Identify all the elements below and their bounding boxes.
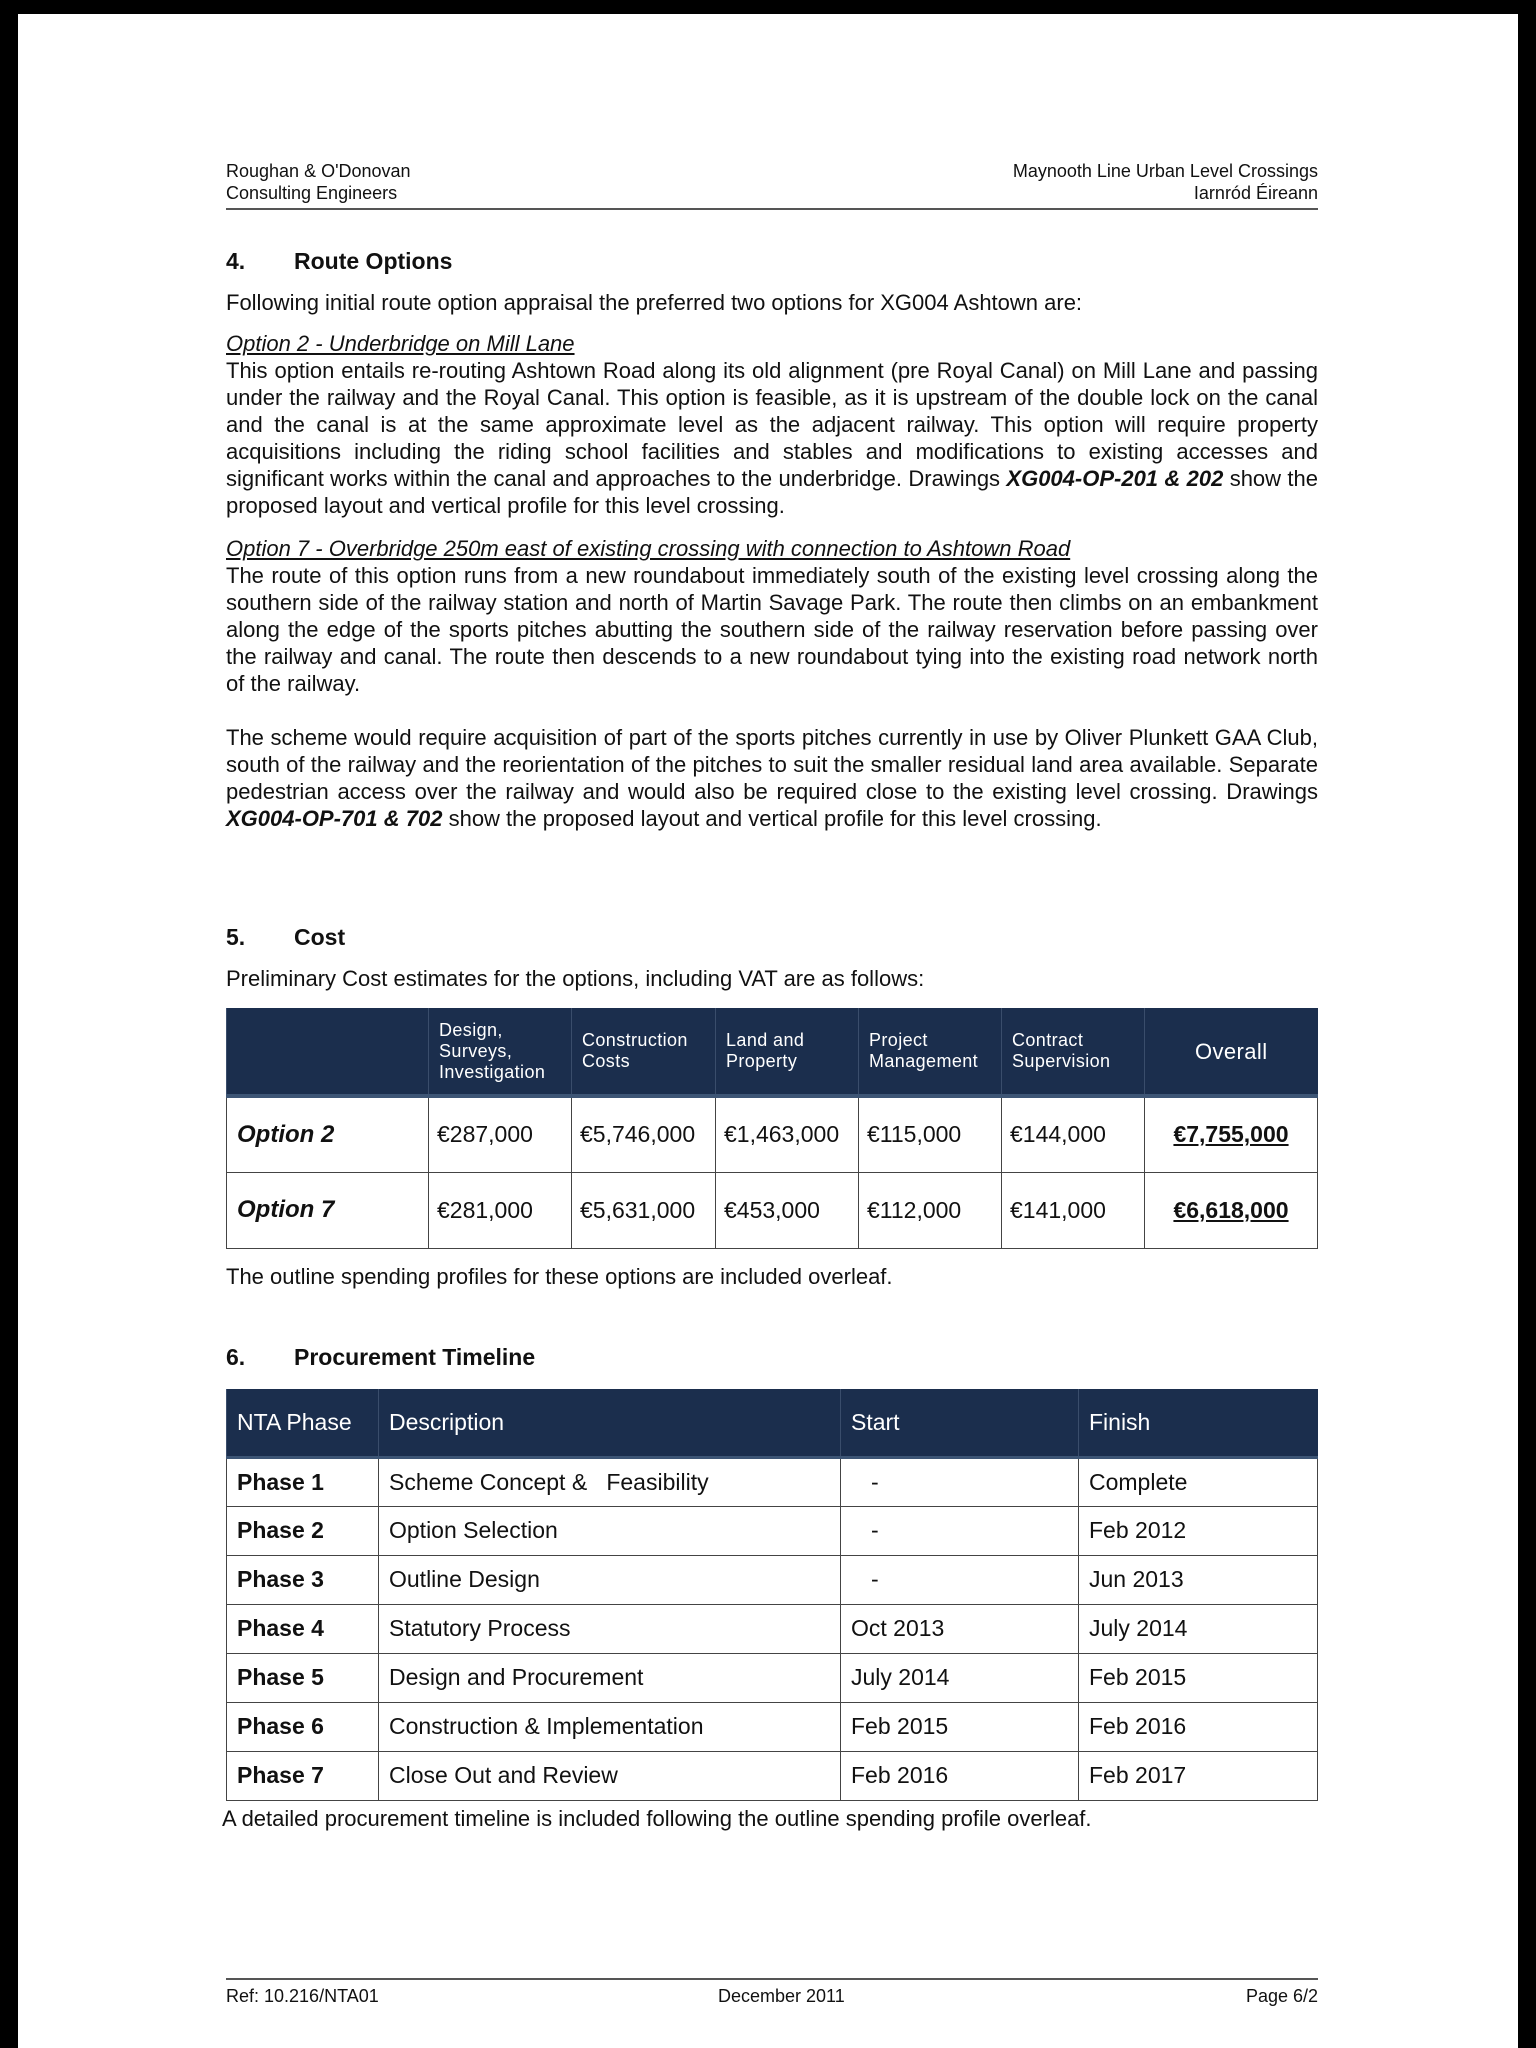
section-number: 6.: [226, 1344, 246, 1370]
company-name: [226, 160, 411, 204]
cell-finish: Jun 2013: [1079, 1555, 1318, 1604]
cell-phase: Phase 3: [227, 1555, 379, 1604]
table-row: [227, 1172, 1318, 1248]
cell-project-management: €115,000: [859, 1096, 1002, 1172]
cell-supervision: €141,000: [1002, 1172, 1145, 1248]
section-title: Route Options: [294, 248, 453, 274]
section-title: Cost: [294, 924, 346, 950]
cell-finish: Feb 2012: [1079, 1506, 1318, 1555]
option-2-text: This option entails re-routing Ashtown Road along its old alignment (pre Royal Canal) on Mill Lane and passing under the railway and the Royal Canal. This option is feasible, as it is upstream of the double lock on the canal and the canal is at the same approximate level as the adjacent railway. This option will require property acquisitions including the riding school facilities and stables and modifications to existing accesses and significant works within the canal and approaches to the underbridge. Drawings: [226, 358, 1318, 491]
cell-construction: €5,631,000: [572, 1172, 716, 1248]
cell-description: Scheme Concept & Feasibility: [379, 1457, 841, 1506]
cell-description: Outline Design: [379, 1555, 841, 1604]
page-header: [226, 148, 1318, 210]
cell-start: July 2014: [841, 1653, 1079, 1702]
cell-description: Option Selection: [379, 1506, 841, 1555]
table-row: [227, 1751, 1318, 1800]
table-row: [227, 1457, 1318, 1506]
cell-start: Feb 2015: [841, 1702, 1079, 1751]
option-2-text-end: show the proposed layout and vertical profile for this level crossing.: [226, 466, 1318, 518]
section-route-options: [226, 248, 1318, 832]
cell-phase: Phase 7: [227, 1751, 379, 1800]
cost-note: The outline spending profiles for these options are included overleaf.: [226, 1263, 893, 1289]
cell-description: Close Out and Review: [379, 1751, 841, 1800]
section-procurement-timeline: [222, 1344, 1318, 1832]
col-header-description: Description: [379, 1389, 841, 1457]
option-label: Option 7: [227, 1172, 429, 1248]
section-heading: [226, 1344, 1318, 1371]
cell-design: €287,000: [429, 1096, 572, 1172]
col-header-design: Design, Surveys, Investigation: [429, 1008, 572, 1096]
option-7-text-end: show the proposed layout and vertical profile for this level crossing.: [442, 806, 1102, 831]
cell-description: Construction & Implementation: [379, 1702, 841, 1751]
cell-finish: Feb 2016: [1079, 1702, 1318, 1751]
cell-start: -: [841, 1506, 1079, 1555]
cell-finish: July 2014: [1079, 1604, 1318, 1653]
cell-finish: Feb 2017: [1079, 1751, 1318, 1800]
cell-finish: Complete: [1079, 1457, 1318, 1506]
company-line-2: Consulting Engineers: [226, 183, 398, 203]
cell-start: Oct 2013: [841, 1604, 1079, 1653]
section-intro: Following initial route option appraisal the preferred two options for XG004 Ashtown are:: [226, 290, 1083, 315]
cell-construction: €5,746,000: [572, 1096, 716, 1172]
section-heading: [226, 924, 1318, 951]
company-line-1: Roughan & O'Donovan: [226, 161, 411, 181]
cell-design: €281,000: [429, 1172, 572, 1248]
col-header-construction: Construction Costs: [572, 1008, 716, 1096]
table-row: [227, 1653, 1318, 1702]
col-header-finish: Finish: [1079, 1389, 1318, 1457]
procurement-table-header: [227, 1389, 1318, 1457]
option-2-body: [226, 357, 1318, 519]
procurement-table: [226, 1389, 1318, 1801]
col-header-option: [227, 1008, 429, 1096]
cell-start: Feb 2016: [841, 1751, 1079, 1800]
cell-description: Design and Procurement: [379, 1653, 841, 1702]
cell-land: €453,000: [716, 1172, 859, 1248]
cell-description: Statutory Process: [379, 1604, 841, 1653]
page-number: Page 6/2: [1245, 1986, 1318, 2006]
section-number: 5.: [226, 924, 246, 950]
project-name: [1013, 160, 1318, 204]
client-name: Iarnród Éireann: [1193, 183, 1318, 203]
table-row: [227, 1555, 1318, 1604]
option-2-drawings: XG004-OP-201 & 202: [1006, 466, 1224, 491]
section-number: 4.: [226, 248, 246, 274]
section-intro: Preliminary Cost estimates for the options, including VAT are as follows:: [226, 966, 925, 991]
col-header-supervision: Contract Supervision: [1002, 1008, 1145, 1096]
section-heading: [226, 248, 1318, 275]
document-date: December 2011: [718, 1986, 845, 2006]
cell-land: €1,463,000: [716, 1096, 859, 1172]
cell-overall: €6,618,000: [1145, 1172, 1318, 1248]
option-2-title: Option 2 - Underbridge on Mill Lane: [226, 331, 575, 356]
cell-supervision: €144,000: [1002, 1096, 1145, 1172]
option-7-text: The scheme would require acquisition of part of the sports pitches currently in use by Oliver Plunkett GAA Club, south of the railway and the reorientation of the pitches to suit the smaller residual land area available. Separate pedestrian access over the railway and would also be required close to the existing level crossing. Drawings: [226, 725, 1318, 804]
col-header-phase: NTA Phase: [227, 1389, 379, 1457]
col-header-project-management: Project Management: [859, 1008, 1002, 1096]
option-7-body-2: [226, 724, 1318, 832]
option-7-body: The route of this option runs from a new roundabout immediately south of the existing level crossing along the southern side of the railway station and north of Martin Savage Park. The route then climbs on an embankment along the edge of the sports pitches abutting the southern side of the railway reservation before passing over the railway and canal. The route then descends to a new roundabout tying into the existing road network north of the railway.: [226, 563, 1318, 696]
cell-finish: Feb 2015: [1079, 1653, 1318, 1702]
cell-phase: Phase 1: [227, 1457, 379, 1506]
project-line-1: Maynooth Line Urban Level Crossings: [1012, 161, 1318, 181]
section-cost: [226, 924, 1318, 1290]
cell-project-management: €112,000: [859, 1172, 1002, 1248]
table-row: [227, 1702, 1318, 1751]
cell-phase: Phase 4: [227, 1604, 379, 1653]
cell-overall: €7,755,000: [1145, 1096, 1318, 1172]
col-header-start: Start: [841, 1389, 1079, 1457]
table-row: [227, 1604, 1318, 1653]
table-row: [227, 1506, 1318, 1555]
cost-table-header: [227, 1008, 1318, 1096]
option-7-drawings: XG004-OP-701 & 702: [226, 806, 443, 831]
cost-table: [226, 1008, 1318, 1249]
col-header-land: Land and Property: [716, 1008, 859, 1096]
cell-start: -: [841, 1457, 1079, 1506]
procurement-note: A detailed procurement timeline is included following the outline spending profile overleaf.: [222, 1805, 1092, 1831]
cell-phase: Phase 2: [227, 1506, 379, 1555]
option-7-title: Option 7 - Overbridge 250m east of existing crossing with connection to Ashtown Road: [226, 536, 1071, 561]
table-row: [227, 1096, 1318, 1172]
section-title: Procurement Timeline: [294, 1344, 536, 1370]
col-header-overall: Overall: [1145, 1008, 1318, 1096]
reference-number: Ref: 10.216/NTA01: [226, 1986, 379, 2006]
page-footer: [226, 1978, 1318, 2008]
cell-start: -: [841, 1555, 1079, 1604]
option-label: Option 2: [227, 1096, 429, 1172]
cell-phase: Phase 5: [227, 1653, 379, 1702]
cell-phase: Phase 6: [227, 1702, 379, 1751]
